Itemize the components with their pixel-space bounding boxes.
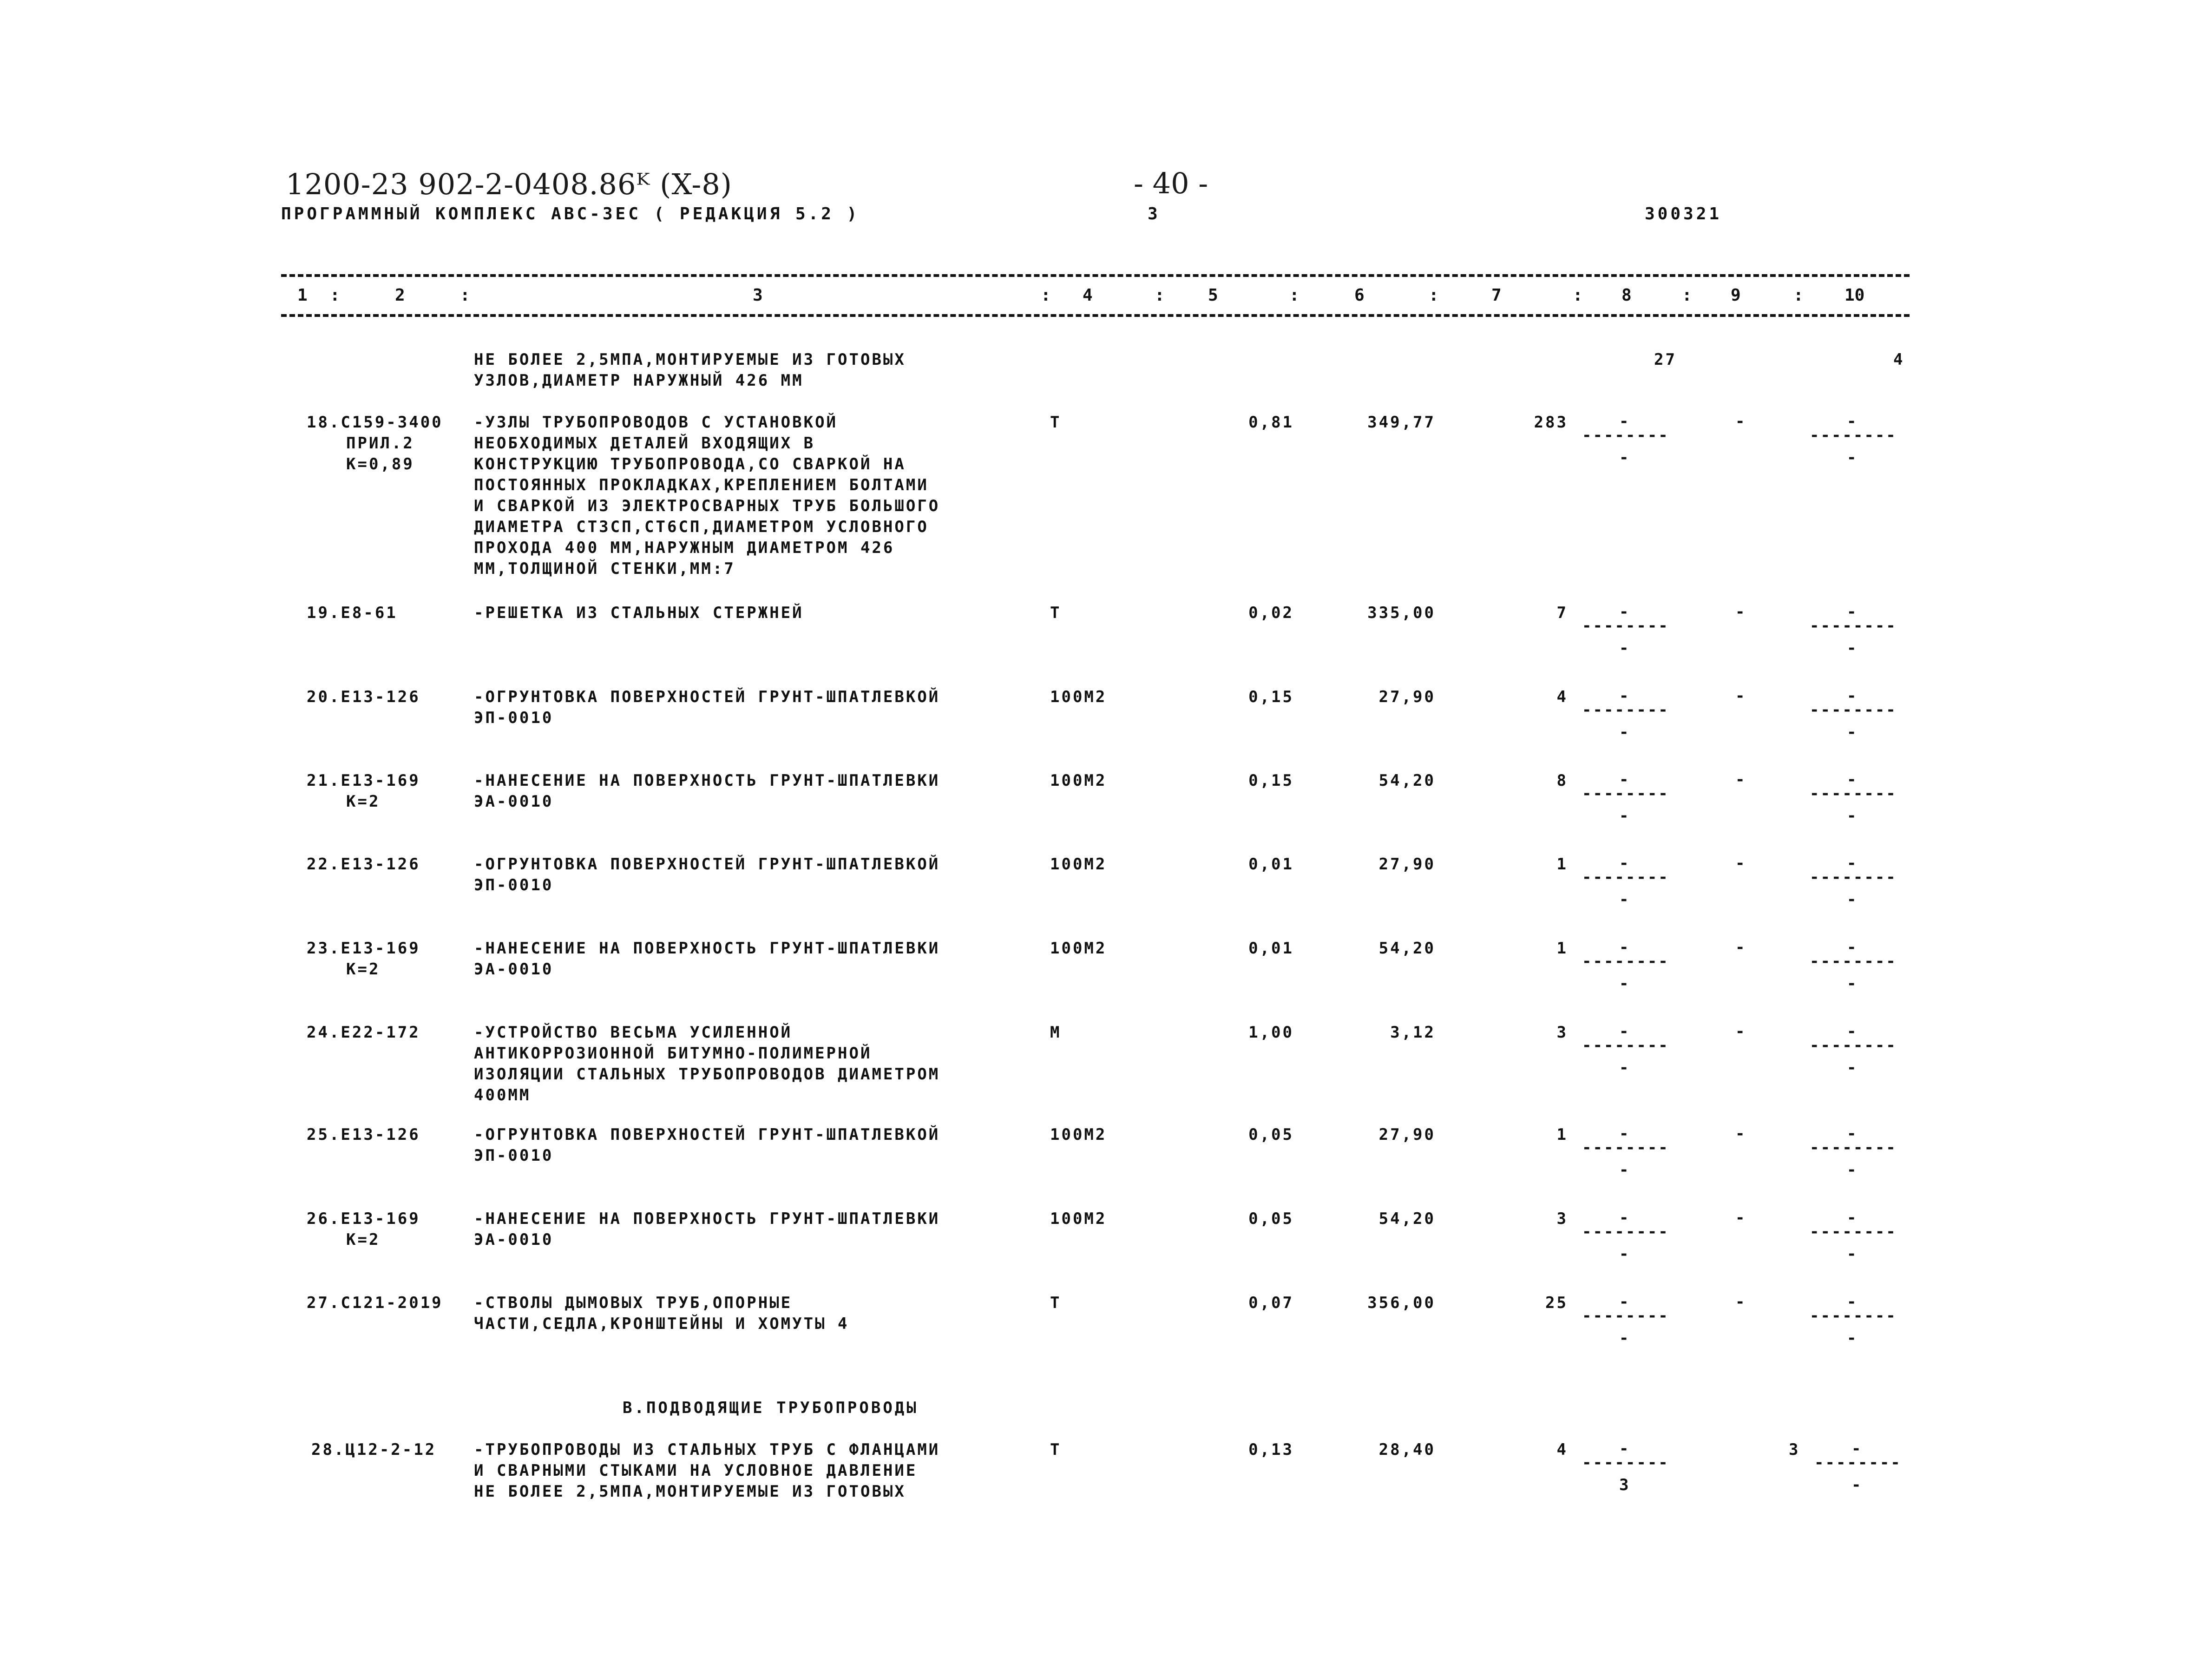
row-col10-bottom: - (1847, 1245, 1858, 1263)
row-total: 283 (1534, 413, 1568, 432)
row-col10-top: - (1847, 603, 1858, 621)
page-number: - 40 - (1134, 166, 1208, 200)
row-col10-top: - (1847, 770, 1858, 789)
row-col10-line: -------- (1810, 617, 1897, 635)
row-col9: - (1735, 687, 1746, 705)
row-col8-bottom: - (1619, 1058, 1630, 1077)
row-description-line: ЭП-0010 (474, 709, 554, 727)
row-col10-line: -------- (1810, 1036, 1897, 1055)
row-description-line: -НАНЕСЕНИЕ НА ПОВЕРХНОСТЬ ГРУНТ-ШПАТЛЕВКИ (474, 771, 940, 790)
row-description-line: ЧАСТИ,СЕДЛА,КРОНШТЕЙНЫ И ХОМУТЫ 4 (474, 1315, 849, 1333)
row-col8-bottom: - (1619, 974, 1630, 993)
row-unit-price: 28,40 (1378, 1440, 1436, 1459)
row-unit: Т (1050, 413, 1062, 432)
row-col9: - (1735, 603, 1746, 621)
row-col8-bottom: - (1619, 890, 1630, 909)
row-code: ПРИЛ.2 (346, 434, 414, 453)
row-col10-bottom: - (1847, 639, 1858, 657)
row-col10-line: -------- (1810, 1307, 1897, 1325)
row-col8-top: - (1619, 1293, 1630, 1311)
row-code: 20.Е13-126 (307, 688, 420, 706)
continuation-col8: 27 (1654, 350, 1677, 369)
row-description-line: КОНСТРУКЦИЮ ТРУБОПРОВОДА,СО СВАРКОЙ НА (474, 455, 906, 473)
row-total: 4 (1556, 688, 1568, 706)
row-description-line: ЭА-0010 (474, 1230, 554, 1249)
row-unit-price: 54,20 (1378, 939, 1436, 958)
row-unit: Т (1050, 1294, 1062, 1312)
row-code: 26.Е13-169 (307, 1209, 420, 1228)
row-quantity: 0,15 (1248, 771, 1294, 790)
row-code: 24.Е22-172 (307, 1023, 420, 1042)
row-total: 3 (1556, 1209, 1568, 1228)
row-description-line: 400ММ (474, 1086, 531, 1104)
row-unit: М (1050, 1023, 1062, 1042)
document-stamp: 1200-23 902-2-0408.86ᴷ (X-8) (286, 167, 732, 201)
row-col10-bottom: - (1847, 1329, 1858, 1347)
row-col8-line: -------- (1582, 1307, 1669, 1325)
row-description-line: НЕОБХОДИМЫХ ДЕТАЛЕЙ ВХОДЯЩИХ В (474, 434, 815, 453)
row-code: 25.Е13-126 (307, 1125, 420, 1144)
column-separator: : (1682, 286, 1692, 305)
column-header-3: 3 (753, 286, 763, 305)
row-col10-line: -------- (1810, 952, 1897, 971)
row-col9: - (1735, 938, 1746, 957)
row-total: 25 (1545, 1294, 1568, 1312)
column-separator: : (1793, 286, 1804, 305)
row-col10-top: - (1847, 854, 1858, 873)
row-code: 28.Ц12-2-12 (311, 1440, 437, 1459)
continuation-line: НЕ БОЛЕЕ 2,5МПА,МОНТИРУЕМЫЕ ИЗ ГОТОВЫХ (474, 350, 906, 369)
row-col9: - (1735, 1293, 1746, 1311)
row-description-line: -УЗЛЫ ТРУБОПРОВОДОВ С УСТАНОВКОЙ (474, 413, 838, 432)
row-col8-line: -------- (1582, 784, 1669, 803)
column-header-9: 9 (1731, 286, 1741, 305)
row-quantity: 1,00 (1248, 1023, 1294, 1042)
row-description-line: -РЕШЕТКА ИЗ СТАЛЬНЫХ СТЕРЖНЕЙ (474, 604, 804, 622)
row-total: 8 (1556, 771, 1568, 790)
column-header-2: 2 (395, 286, 405, 305)
row-code: 27.С121-2019 (307, 1294, 443, 1312)
row-unit-price: 3,12 (1390, 1023, 1436, 1042)
row-quantity: 0,13 (1248, 1440, 1294, 1459)
continuation-col10: 4 (1893, 350, 1905, 369)
row-unit: 100М2 (1050, 1209, 1107, 1228)
row-col10-bottom: - (1847, 1058, 1858, 1077)
row-col8-bottom: - (1619, 723, 1630, 742)
row-code: К=0,89 (346, 455, 414, 473)
row-col10-top: - (1847, 687, 1858, 705)
column-header-5: 5 (1208, 286, 1218, 305)
sheet-number: 3 (1148, 204, 1161, 223)
row-col10-line: -------- (1810, 784, 1897, 803)
row-total: 7 (1556, 604, 1568, 622)
row-col8-bottom: - (1619, 1329, 1630, 1347)
row-col8-line: -------- (1582, 701, 1669, 719)
row-col10-top: - (1847, 1124, 1858, 1143)
row-col10-bottom: - (1847, 807, 1858, 825)
row-col8-bottom: - (1619, 1245, 1630, 1263)
row-col10-bottom: - (1847, 723, 1858, 742)
row-description-line: ЭА-0010 (474, 792, 554, 811)
row-description-line: -ОГРУНТОВКА ПОВЕРХНОСТЕЙ ГРУНТ-ШПАТЛЕВКОЙ (474, 1125, 940, 1144)
row-description-line: АНТИКОРРОЗИОННОЙ БИТУМНО-ПОЛИМЕРНОЙ (474, 1044, 872, 1063)
row-col8-bottom: - (1619, 807, 1630, 825)
row-col10-bottom: - (1847, 974, 1858, 993)
row-col10-bottom: - (1847, 1161, 1858, 1179)
row-col8-top: - (1619, 1022, 1630, 1041)
row-col10-bottom: - (1847, 448, 1858, 467)
program-header: ПРОГРАММНЫЙ КОМПЛЕКС АВС-3ЕС ( РЕДАКЦИЯ 5.2 ) (281, 204, 860, 223)
row-description-line: ИЗОЛЯЦИИ СТАЛЬНЫХ ТРУБОПРОВОДОВ ДИАМЕТРОМ (474, 1065, 940, 1084)
row-col8-line: -------- (1582, 426, 1669, 445)
row-unit-price: 335,00 (1367, 604, 1436, 622)
row-code: 23.Е13-169 (307, 939, 420, 958)
row-quantity: 0,15 (1248, 688, 1294, 706)
row-unit-price: 27,90 (1378, 1125, 1436, 1144)
row-col9: - (1735, 854, 1746, 873)
row-unit: 100М2 (1050, 939, 1107, 958)
row-col9: - (1735, 1209, 1746, 1227)
row-col10-line: -------- (1814, 1453, 1902, 1472)
section-title: В.ПОДВОДЯЩИЕ ТРУБОПРОВОДЫ (623, 1399, 919, 1417)
row-code: К=2 (346, 1230, 381, 1249)
row-description-line: -СТВОЛЫ ДЫМОВЫХ ТРУБ,ОПОРНЫЕ (474, 1294, 793, 1312)
row-col8-top: - (1619, 1439, 1630, 1458)
row-col10-bottom: - (1847, 890, 1858, 909)
row-total: 1 (1556, 855, 1568, 874)
row-unit: 100М2 (1050, 1125, 1107, 1144)
row-col10-top: - (1847, 1022, 1858, 1041)
row-col8-line: -------- (1582, 1036, 1669, 1055)
row-col10-top: - (1847, 1209, 1858, 1227)
row-description-line: -ОГРУНТОВКА ПОВЕРХНОСТЕЙ ГРУНТ-ШПАТЛЕВКОЙ (474, 688, 940, 706)
row-unit-price: 27,90 (1378, 855, 1436, 874)
row-unit-price: 349,77 (1367, 413, 1436, 432)
row-col8-top: - (1619, 603, 1630, 621)
row-col9: 3 (1789, 1440, 1800, 1459)
row-quantity: 0,05 (1248, 1125, 1294, 1144)
row-col8-line: -------- (1582, 1453, 1669, 1472)
row-description-line: И СВАРКОЙ ИЗ ЭЛЕКТРОСВАРНЫХ ТРУБ БОЛЬШОГО (474, 497, 940, 515)
row-col10-top: - (1847, 938, 1858, 957)
column-separator: : (1289, 286, 1300, 305)
row-col8-line: -------- (1582, 952, 1669, 971)
row-description-line: -НАНЕСЕНИЕ НА ПОВЕРХНОСТЬ ГРУНТ-ШПАТЛЕВКИ (474, 939, 940, 958)
row-quantity: 0,01 (1248, 939, 1294, 958)
row-col10-top: - (1851, 1439, 1863, 1458)
row-col10-line: -------- (1810, 701, 1897, 719)
row-col10-top: - (1847, 1293, 1858, 1311)
row-quantity: 0,81 (1248, 413, 1294, 432)
row-unit: Т (1050, 604, 1062, 622)
table-top-rule (281, 274, 1910, 277)
row-code: 22.Е13-126 (307, 855, 420, 874)
column-separator: : (1041, 286, 1051, 305)
row-description-line: ЭП-0010 (474, 1146, 554, 1165)
row-code: 21.Е13-169 (307, 771, 420, 790)
row-quantity: 0,05 (1248, 1209, 1294, 1228)
row-total: 1 (1556, 939, 1568, 958)
row-col8-line: -------- (1582, 617, 1669, 635)
row-col8-top: - (1619, 1209, 1630, 1227)
row-code: К=2 (346, 960, 381, 979)
row-col8-bottom: 3 (1619, 1476, 1630, 1494)
row-description-line: -ОГРУНТОВКА ПОВЕРХНОСТЕЙ ГРУНТ-ШПАТЛЕВКОЙ (474, 855, 940, 874)
row-unit: 100М2 (1050, 771, 1107, 790)
row-col9: - (1735, 1022, 1746, 1041)
row-col8-top: - (1619, 412, 1630, 431)
row-total: 3 (1556, 1023, 1568, 1042)
column-header-1: 1 (297, 286, 308, 305)
row-col10-line: -------- (1810, 1138, 1897, 1157)
row-unit: 100М2 (1050, 688, 1107, 706)
row-description-line: ДИАМЕТРА СТ3СП,СТ6СП,ДИАМЕТРОМ УСЛОВНОГО (474, 518, 929, 536)
column-separator: : (1429, 286, 1439, 305)
row-col9: - (1735, 1124, 1746, 1143)
row-col8-line: -------- (1582, 1138, 1669, 1157)
row-col8-line: -------- (1582, 868, 1669, 887)
column-separator: : (460, 286, 470, 305)
row-col10-line: -------- (1810, 426, 1897, 445)
column-header-8: 8 (1621, 286, 1632, 305)
row-unit-price: 54,20 (1378, 771, 1436, 790)
row-col8-top: - (1619, 854, 1630, 873)
row-col8-line: -------- (1582, 1222, 1669, 1241)
row-unit-price: 54,20 (1378, 1209, 1436, 1228)
row-code: 18.С159-3400 (307, 413, 443, 432)
row-quantity: 0,01 (1248, 855, 1294, 874)
row-col8-top: - (1619, 770, 1630, 789)
row-unit: 100М2 (1050, 855, 1107, 874)
row-col10-line: -------- (1810, 868, 1897, 887)
row-description-line: ММ,ТОЛЩИНОЙ СТЕНКИ,ММ:7 (474, 559, 735, 578)
column-separator: : (1573, 286, 1583, 305)
row-col8-top: - (1619, 687, 1630, 705)
row-quantity: 0,07 (1248, 1294, 1294, 1312)
row-unit-price: 356,00 (1367, 1294, 1436, 1312)
row-col9: - (1735, 770, 1746, 789)
row-col10-bottom: - (1851, 1476, 1863, 1494)
row-col8-top: - (1619, 1124, 1630, 1143)
row-col9: - (1735, 412, 1746, 431)
column-separator: : (330, 286, 340, 305)
column-separator: : (1155, 286, 1165, 305)
row-unit-price: 27,90 (1378, 688, 1436, 706)
row-description-line: -ТРУБОПРОВОДЫ ИЗ СТАЛЬНЫХ ТРУБ С ФЛАНЦАМИ (474, 1440, 940, 1459)
row-description-line: -УСТРОЙСТВО ВЕСЬМА УСИЛЕННОЙ (474, 1023, 793, 1042)
row-total: 4 (1556, 1440, 1568, 1459)
row-unit: Т (1050, 1440, 1062, 1459)
row-col8-top: - (1619, 938, 1630, 957)
column-header-4: 4 (1083, 286, 1093, 305)
row-total: 1 (1556, 1125, 1568, 1144)
row-col10-line: -------- (1810, 1222, 1897, 1241)
row-description-line: ЭА-0010 (474, 960, 554, 979)
row-description-line: ПОСТОЯННЫХ ПРОКЛАДКАХ,КРЕПЛЕНИЕМ БОЛТАМИ (474, 476, 929, 494)
column-header-6: 6 (1354, 286, 1365, 305)
row-description-line: ПРОХОДА 400 ММ,НАРУЖНЫМ ДИАМЕТРОМ 426 (474, 539, 895, 557)
document-code: 300321 (1645, 204, 1722, 223)
column-header-7: 7 (1491, 286, 1502, 305)
row-code: 19.Е8-61 (307, 604, 398, 622)
row-code: К=2 (346, 792, 381, 811)
continuation-line: УЗЛОВ,ДИАМЕТР НАРУЖНЫЙ 426 ММ (474, 371, 804, 390)
row-col8-bottom: - (1619, 1161, 1630, 1179)
row-description-line: НЕ БОЛЕЕ 2,5МПА,МОНТИРУЕМЫЕ ИЗ ГОТОВЫХ (474, 1482, 906, 1501)
row-description-line: ЭП-0010 (474, 876, 554, 894)
row-col10-top: - (1847, 412, 1858, 431)
row-description-line: -НАНЕСЕНИЕ НА ПОВЕРХНОСТЬ ГРУНТ-ШПАТЛЕВКИ (474, 1209, 940, 1228)
column-header-10: 10 (1844, 286, 1865, 305)
row-quantity: 0,02 (1248, 604, 1294, 622)
row-col8-bottom: - (1619, 639, 1630, 657)
row-description-line: И СВАРНЫМИ СТЫКАМИ НА УСЛОВНОЕ ДАВЛЕНИЕ (474, 1461, 918, 1480)
table-header-rule (281, 314, 1910, 317)
row-col8-bottom: - (1619, 448, 1630, 467)
